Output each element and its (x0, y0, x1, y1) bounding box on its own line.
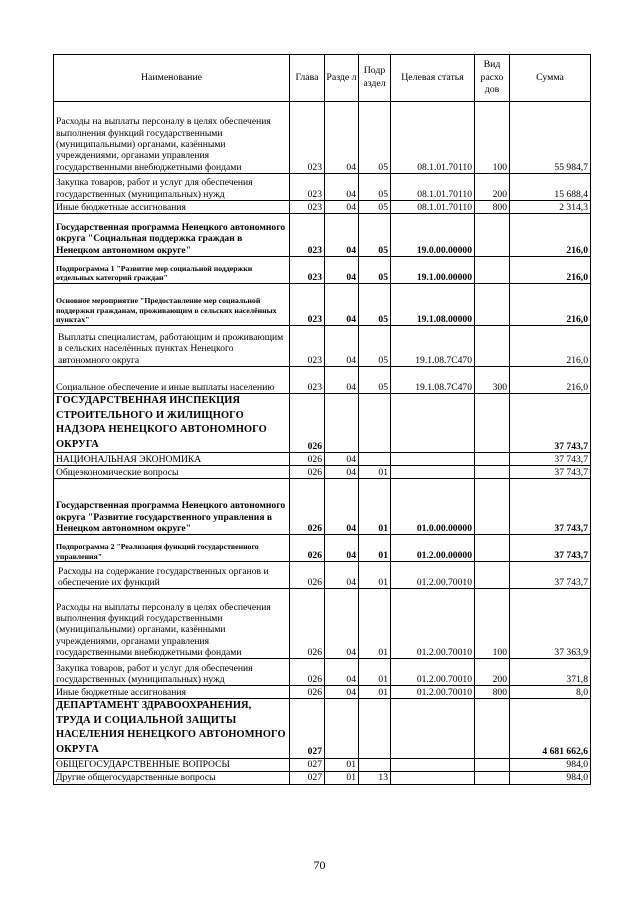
row-podrazdel: 05 (359, 214, 391, 257)
page-number: 70 (313, 858, 326, 872)
row-name: Основное мероприятие "Предоставление мер социальной поддержки гражданам, проживающим в сельских населённых пунктах" (54, 284, 290, 326)
row-glava: 027 (290, 758, 325, 771)
row-vid-rashodov (475, 479, 510, 535)
row-razdel: 04 (325, 174, 359, 201)
row-glava: 023 (290, 326, 325, 367)
row-razdel: 04 (325, 367, 359, 394)
table-row (54, 326, 591, 367)
row-vid-rashodov: 800 (475, 201, 510, 214)
row-podrazdel: 05 (359, 102, 391, 174)
row-vid-rashodov: 800 (475, 686, 510, 699)
row-name: ОБЩЕГОСУДАРСТВЕННЫЕ ВОПРОСЫ (54, 758, 290, 771)
row-tselevaya-statya: 19.1.08.7С470 (391, 367, 475, 394)
row-vid-rashodov (475, 284, 510, 326)
row-summa: 371,8 (510, 659, 591, 686)
row-glava: 026 (290, 466, 325, 479)
row-podrazdel: 05 (359, 367, 391, 394)
row-glava: 026 (290, 394, 325, 453)
row-summa: 15 688,4 (510, 174, 591, 201)
row-name: Подпрограмма 2 "Реализация функций государственного управления" (54, 535, 290, 562)
row-tselevaya-statya: 08.1.01.70110 (391, 102, 475, 174)
table-row (54, 284, 591, 326)
row-summa: 37 743,7 (510, 453, 591, 466)
row-summa: 984,0 (510, 771, 591, 784)
row-glava: 026 (290, 562, 325, 589)
table-row (54, 394, 591, 453)
row-glava: 026 (290, 659, 325, 686)
table-row (54, 102, 591, 174)
row-glava: 023 (290, 174, 325, 201)
table-row (54, 758, 591, 771)
row-tselevaya-statya (391, 466, 475, 479)
row-tselevaya-statya: 19.1.00.00000 (391, 257, 475, 284)
table-row (54, 257, 591, 284)
row-razdel: 04 (325, 257, 359, 284)
row-razdel: 01 (325, 758, 359, 771)
row-name: Общеэкономические вопросы (54, 466, 290, 479)
row-name: Расходы на выплаты персоналу в целях обеспечения выполнения функций государственными (муниципальными) органами, казёнными учреждениями, органами управления государственными внебюджетными фондами (54, 589, 290, 659)
row-name: Другие общегосударственные вопросы (54, 771, 290, 784)
row-glava: 026 (290, 686, 325, 699)
row-summa: 2 314,3 (510, 201, 591, 214)
header-razdel: Разде л (325, 55, 359, 102)
row-podrazdel: 13 (359, 771, 391, 784)
row-tselevaya-statya: 19.1.08.7С470 (391, 326, 475, 367)
row-podrazdel (359, 699, 391, 758)
row-razdel: 01 (325, 771, 359, 784)
row-podrazdel: 01 (359, 589, 391, 659)
row-tselevaya-statya (391, 394, 475, 453)
row-vid-rashodov (475, 326, 510, 367)
row-name: Социальное обеспечение и иные выплаты населению (54, 367, 290, 394)
table-row (54, 367, 591, 394)
row-razdel: 04 (325, 201, 359, 214)
row-glava: 027 (290, 771, 325, 784)
row-glava: 023 (290, 102, 325, 174)
header-glava: Глава (290, 55, 325, 102)
row-name: Иные бюджетные ассигнования (54, 201, 290, 214)
row-name: Государственная программа Ненецкого автономного округа "Развитие государственного управления в Ненецком автономном округе" (54, 479, 290, 535)
row-podrazdel (359, 394, 391, 453)
row-summa: 4 681 662,6 (510, 699, 591, 758)
row-razdel: 04 (325, 102, 359, 174)
row-glava: 023 (290, 214, 325, 257)
table-row (54, 686, 591, 699)
row-podrazdel: 05 (359, 257, 391, 284)
row-glava: 026 (290, 453, 325, 466)
row-razdel: 04 (325, 466, 359, 479)
row-tselevaya-statya: 01.2.00.70010 (391, 659, 475, 686)
row-podrazdel: 05 (359, 284, 391, 326)
row-glava: 023 (290, 257, 325, 284)
row-summa: 216,0 (510, 214, 591, 257)
row-summa: 216,0 (510, 257, 591, 284)
row-vid-rashodov: 100 (475, 102, 510, 174)
row-vid-rashodov: 100 (475, 589, 510, 659)
row-summa: 37 743,7 (510, 479, 591, 535)
table-row (54, 535, 591, 562)
table-row (54, 699, 591, 758)
row-summa: 216,0 (510, 284, 591, 326)
row-vid-rashodov (475, 758, 510, 771)
row-podrazdel: 01 (359, 562, 391, 589)
row-name: НАЦИОНАЛЬНАЯ ЭКОНОМИКА (54, 453, 290, 466)
row-tselevaya-statya: 19.1.08.00000 (391, 284, 475, 326)
row-tselevaya-statya (391, 758, 475, 771)
header-podrazdel: Подр аздел (359, 55, 391, 102)
table-row (54, 214, 591, 257)
row-tselevaya-statya (391, 699, 475, 758)
row-vid-rashodov: 200 (475, 174, 510, 201)
table-row (54, 659, 591, 686)
table-header-row (54, 55, 591, 102)
row-vid-rashodov (475, 466, 510, 479)
row-razdel: 04 (325, 535, 359, 562)
table-row (54, 174, 591, 201)
row-tselevaya-statya: 01.2.00.00000 (391, 535, 475, 562)
row-name: Расходы на выплаты персоналу в целях обеспечения выполнения функций государственными (муниципальными) органами, казёнными учреждениями, органами управления государственными внебюджетными фондами (54, 102, 290, 174)
row-razdel: 04 (325, 686, 359, 699)
row-vid-rashodov (475, 562, 510, 589)
row-summa: 37 743,7 (510, 394, 591, 453)
row-summa: 37 363,9 (510, 589, 591, 659)
row-vid-rashodov (475, 535, 510, 562)
row-razdel: 04 (325, 589, 359, 659)
row-razdel: 04 (325, 326, 359, 367)
row-vid-rashodov (475, 699, 510, 758)
row-name: Закупка товаров, работ и услуг для обеспечения государственных (муниципальных) нужд (54, 174, 290, 201)
row-podrazdel: 05 (359, 201, 391, 214)
row-vid-rashodov (475, 771, 510, 784)
row-summa: 37 743,7 (510, 535, 591, 562)
row-name: Подпрограмма 1 "Развитие мер социальной поддержки отдельных категорий граждан" (54, 257, 290, 284)
table-row (54, 201, 591, 214)
row-razdel (325, 394, 359, 453)
row-tselevaya-statya (391, 771, 475, 784)
table-row (54, 479, 591, 535)
row-podrazdel: 05 (359, 326, 391, 367)
row-podrazdel: 01 (359, 479, 391, 535)
row-glava: 023 (290, 367, 325, 394)
row-name: Иные бюджетные ассигнования (54, 686, 290, 699)
row-podrazdel: 01 (359, 466, 391, 479)
row-glava: 026 (290, 589, 325, 659)
row-summa: 37 743,7 (510, 466, 591, 479)
row-glava: 023 (290, 284, 325, 326)
table-row (54, 466, 591, 479)
row-vid-rashodov (475, 214, 510, 257)
row-vid-rashodov (475, 394, 510, 453)
row-razdel (325, 699, 359, 758)
row-tselevaya-statya: 01.2.00.70010 (391, 589, 475, 659)
row-razdel: 04 (325, 214, 359, 257)
row-name: Закупка товаров, работ и услуг для обеспечения государственных (муниципальных) нужд (54, 659, 290, 686)
row-podrazdel (359, 758, 391, 771)
row-name: ГОСУДАРСТВЕННАЯ ИНСПЕКЦИЯ СТРОИТЕЛЬНОГО И ЖИЛИЩНОГО НАДЗОРА НЕНЕЦКОГО АВТОНОМНОГО ОКРУГА (54, 394, 290, 453)
row-tselevaya-statya: 01.2.00.70010 (391, 686, 475, 699)
row-glava: 026 (290, 479, 325, 535)
row-tselevaya-statya: 01.2.00.70010 (391, 562, 475, 589)
table-row (54, 562, 591, 589)
row-vid-rashodov (475, 257, 510, 284)
row-podrazdel: 01 (359, 535, 391, 562)
row-podrazdel: 01 (359, 659, 391, 686)
header-vid-rashodov: Вид расхо дов (475, 55, 510, 102)
row-tselevaya-statya: 01.0.00.00000 (391, 479, 475, 535)
row-name: Выплаты специалистам, работающим и проживающим в сельских населённых пунктах Ненецкого автономного округа (54, 326, 290, 367)
row-podrazdel: 05 (359, 174, 391, 201)
row-name: Государственная программа Ненецкого автономного округа "Социальная поддержка граждан в Ненецком автономном округе" (54, 214, 290, 257)
table-row (54, 453, 591, 466)
row-tselevaya-statya: 08.1.01.70110 (391, 174, 475, 201)
row-summa: 216,0 (510, 367, 591, 394)
table-row (54, 589, 591, 659)
row-name: Расходы на содержание государственных органов и обеспечение их функций (54, 562, 290, 589)
row-vid-rashodov (475, 453, 510, 466)
row-summa: 984,0 (510, 758, 591, 771)
row-podrazdel (359, 453, 391, 466)
row-summa: 37 743,7 (510, 562, 591, 589)
table-row (54, 771, 591, 784)
row-tselevaya-statya (391, 453, 475, 466)
row-summa: 8,0 (510, 686, 591, 699)
header-name: Наименование (54, 55, 290, 102)
row-podrazdel: 01 (359, 686, 391, 699)
row-vid-rashodov: 300 (475, 367, 510, 394)
header-summa: Сумма (510, 55, 591, 102)
row-razdel: 04 (325, 562, 359, 589)
row-glava: 026 (290, 535, 325, 562)
row-summa: 216,0 (510, 326, 591, 367)
budget-table (53, 54, 591, 785)
row-name: ДЕПАРТАМЕНТ ЗДРАВООХРАНЕНИЯ, ТРУДА И СОЦИАЛЬНОЙ ЗАЩИТЫ НАСЕЛЕНИЯ НЕНЕЦКОГО АВТОНОМНОГО ОКРУГА (54, 699, 290, 758)
row-vid-rashodov: 200 (475, 659, 510, 686)
row-razdel: 04 (325, 479, 359, 535)
row-razdel: 04 (325, 284, 359, 326)
row-razdel: 04 (325, 453, 359, 466)
row-tselevaya-statya: 08.1.01.70110 (391, 201, 475, 214)
row-tselevaya-statya: 19.0.00.00000 (391, 214, 475, 257)
row-razdel: 04 (325, 659, 359, 686)
row-glava: 027 (290, 699, 325, 758)
header-tselevaya-statya: Целевая статья (391, 55, 475, 102)
row-summa: 55 984,7 (510, 102, 591, 174)
row-glava: 023 (290, 201, 325, 214)
